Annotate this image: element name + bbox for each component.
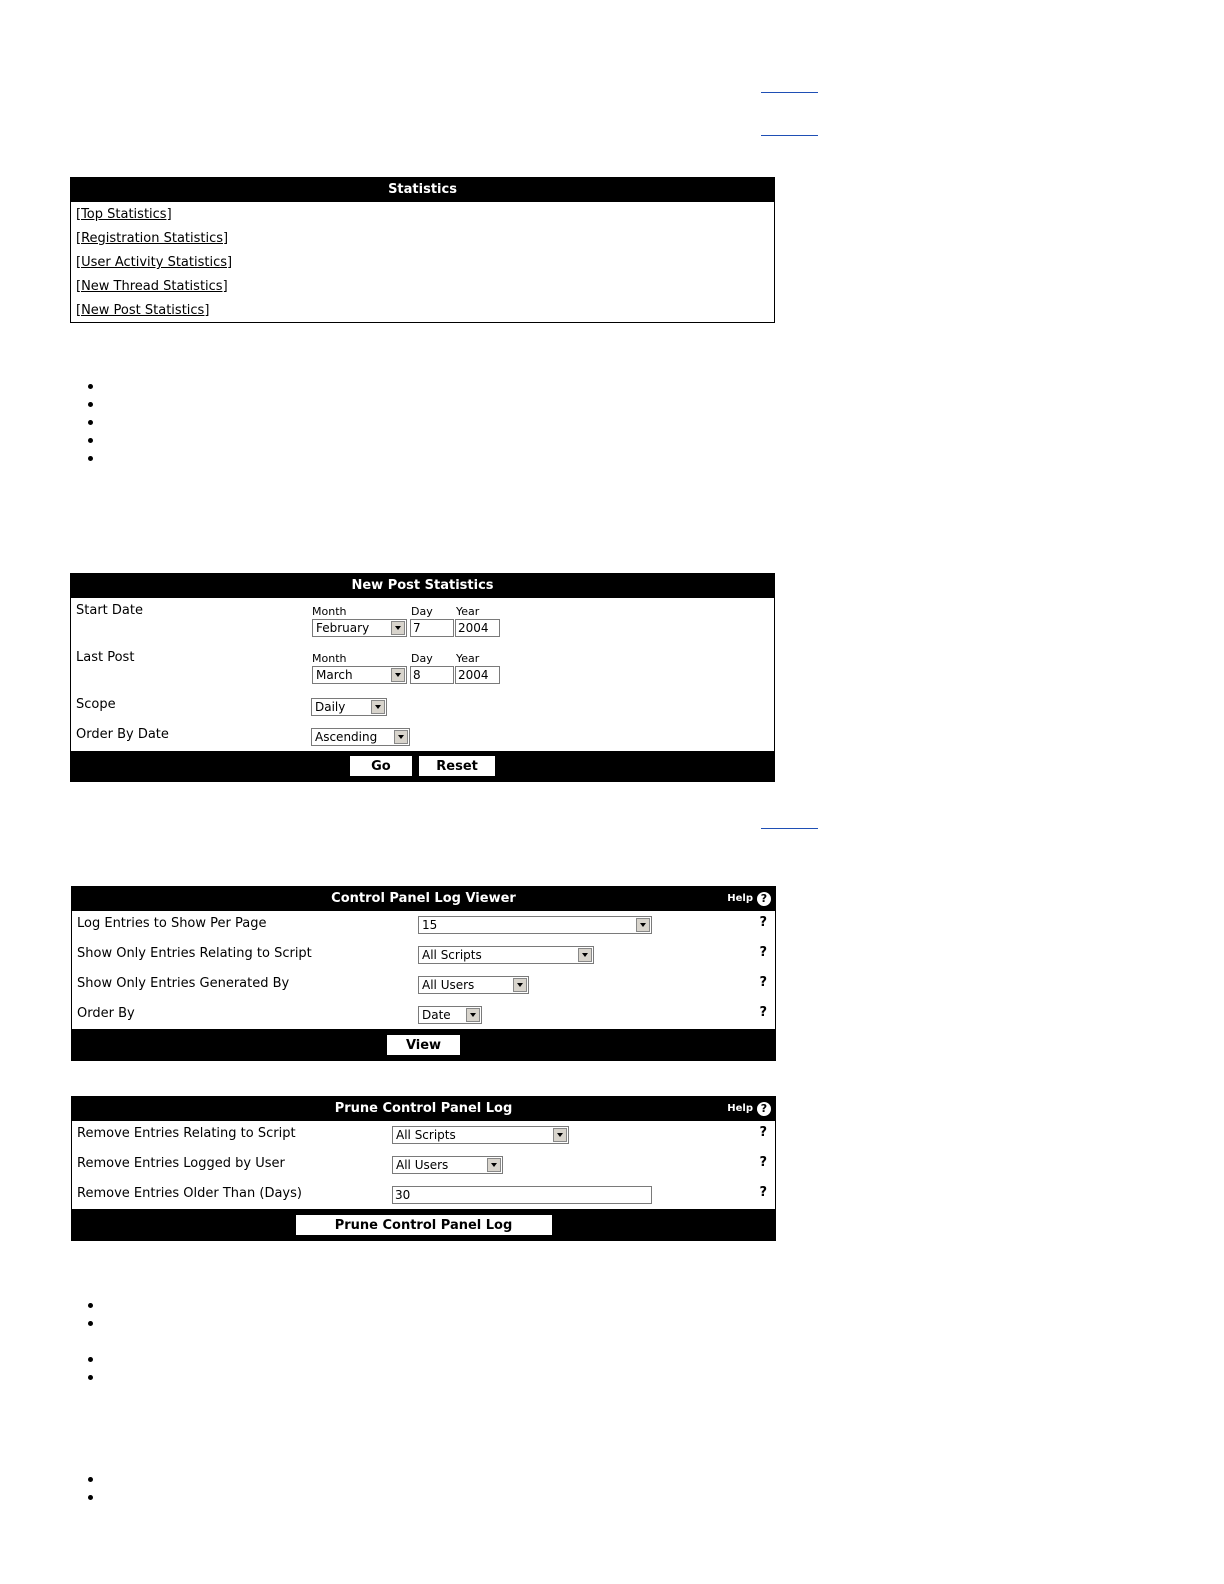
new-thread-statistics-link[interactable]: [New Thread Statistics] <box>76 279 228 294</box>
last-year-input[interactable]: 2004 <box>455 666 500 684</box>
statistics-panel <box>70 177 775 323</box>
prune-script-label: Remove Entries Relating to Script <box>77 1126 296 1141</box>
user-filter-select[interactable]: All Users <box>418 976 529 994</box>
go-button[interactable]: Go <box>350 756 412 776</box>
user-activity-statistics-link[interactable]: [User Activity Statistics] <box>76 255 233 270</box>
top-link-1[interactable] <box>761 92 818 93</box>
order-by-label: Order By <box>77 1006 135 1021</box>
registration-statistics-link[interactable]: [Registration Statistics] <box>76 231 229 246</box>
top-link-3[interactable] <box>761 828 818 829</box>
help-question-icon[interactable]: ? <box>759 915 767 930</box>
prune-log-title: Prune Control Panel Log Help ? <box>72 1097 775 1121</box>
log-viewer-footer <box>72 1029 775 1060</box>
chevron-down-icon <box>394 730 408 744</box>
chevron-down-icon <box>466 1008 480 1022</box>
script-filter-select[interactable]: All Scripts <box>418 946 594 964</box>
top-statistics-link[interactable]: [Top Statistics] <box>76 207 172 222</box>
prune-control-panel-log-button[interactable]: Prune Control Panel Log <box>296 1215 552 1235</box>
new-post-statistics-title: New Post Statistics <box>71 574 774 598</box>
new-post-statistics-panel <box>70 573 775 782</box>
order-by-date-select[interactable]: Ascending <box>311 728 410 746</box>
entries-per-page-select[interactable]: 15 <box>418 916 652 934</box>
start-day-input[interactable]: 7 <box>410 619 454 637</box>
help-question-icon[interactable]: ? <box>759 975 767 990</box>
last-post-label: Last Post <box>76 650 135 665</box>
help-icon: ? <box>757 1102 771 1116</box>
chevron-down-icon <box>578 948 592 962</box>
reset-button[interactable]: Reset <box>419 756 495 776</box>
view-button[interactable]: View <box>387 1035 460 1055</box>
log-viewer-panel <box>71 886 776 1061</box>
scope-select[interactable]: Daily <box>311 698 387 716</box>
help-question-icon[interactable]: ? <box>759 1185 767 1200</box>
start-year-input[interactable]: 2004 <box>455 619 500 637</box>
scope-label: Scope <box>76 697 116 712</box>
chevron-down-icon <box>371 700 385 714</box>
chevron-down-icon <box>391 668 405 682</box>
prune-user-label: Remove Entries Logged by User <box>77 1156 285 1171</box>
help-link[interactable]: Help ? <box>727 1097 771 1121</box>
help-question-icon[interactable]: ? <box>759 1005 767 1020</box>
prune-user-select[interactable]: All Users <box>392 1156 503 1174</box>
order-by-select[interactable]: Date <box>418 1006 482 1024</box>
help-question-icon[interactable]: ? <box>759 1155 767 1170</box>
help-icon: ? <box>757 892 771 906</box>
statistics-title: Statistics <box>71 178 774 202</box>
last-day-input[interactable]: 8 <box>410 666 454 684</box>
user-filter-label: Show Only Entries Generated By <box>77 976 290 991</box>
new-post-statistics-footer <box>71 751 774 781</box>
start-day-label: Day <box>411 605 433 618</box>
help-question-icon[interactable]: ? <box>759 1125 767 1140</box>
prune-script-select[interactable]: All Scripts <box>392 1126 569 1144</box>
prune-log-panel <box>71 1096 776 1241</box>
last-day-label: Day <box>411 652 433 665</box>
log-viewer-title: Control Panel Log Viewer Help ? <box>72 887 775 911</box>
last-month-select[interactable]: March <box>312 666 407 684</box>
start-month-select[interactable]: February <box>312 619 407 637</box>
entries-per-page-label: Log Entries to Show Per Page <box>77 916 267 931</box>
chevron-down-icon <box>391 621 405 635</box>
chevron-down-icon <box>487 1158 501 1172</box>
chevron-down-icon <box>636 918 650 932</box>
last-month-label: Month <box>312 652 347 665</box>
order-by-date-label: Order By Date <box>76 727 169 742</box>
prune-days-label: Remove Entries Older Than (Days) <box>77 1186 302 1201</box>
top-link-2[interactable] <box>761 135 818 136</box>
start-year-label: Year <box>456 605 480 618</box>
chevron-down-icon <box>513 978 527 992</box>
script-filter-label: Show Only Entries Relating to Script <box>77 946 312 961</box>
help-question-icon[interactable]: ? <box>759 945 767 960</box>
start-month-label: Month <box>312 605 347 618</box>
chevron-down-icon <box>553 1128 567 1142</box>
prune-days-input[interactable]: 30 <box>392 1186 652 1204</box>
last-year-label: Year <box>456 652 480 665</box>
prune-log-footer <box>72 1209 775 1240</box>
start-date-label: Start Date <box>76 603 143 618</box>
new-post-statistics-link[interactable]: [New Post Statistics] <box>76 303 210 318</box>
help-link[interactable]: Help ? <box>727 887 771 911</box>
